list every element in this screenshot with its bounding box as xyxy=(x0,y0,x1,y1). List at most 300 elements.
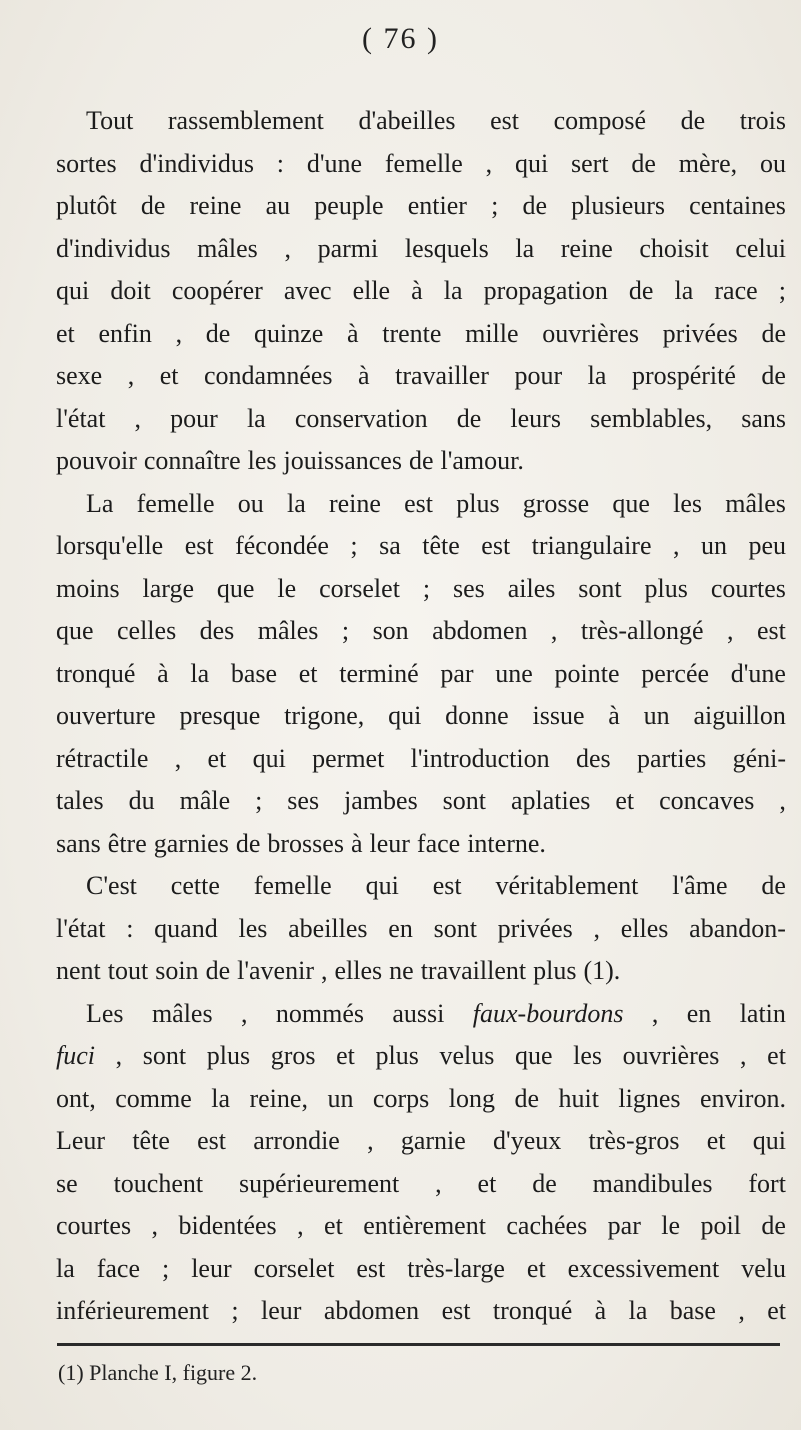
word: mère, xyxy=(678,148,738,178)
word: est xyxy=(356,1253,386,1283)
text-line xyxy=(56,653,786,696)
text-line xyxy=(56,228,786,271)
word: leur xyxy=(261,1296,302,1325)
word: la xyxy=(628,1296,648,1325)
word: parmi xyxy=(317,233,379,263)
word: de xyxy=(140,191,166,220)
word: , xyxy=(550,616,558,645)
word: tales xyxy=(56,786,104,815)
text-line xyxy=(56,143,786,186)
word: condamnées xyxy=(204,361,333,390)
word: presque xyxy=(179,701,261,730)
word: en xyxy=(686,998,712,1028)
word: d'individus xyxy=(139,148,254,178)
word: entièrement xyxy=(363,1211,486,1240)
word: la xyxy=(190,658,210,688)
word: véritablement xyxy=(495,871,639,900)
text-line xyxy=(56,823,786,866)
text-line xyxy=(56,610,786,653)
word: d'yeux xyxy=(493,1126,562,1155)
word: l'état xyxy=(56,913,106,943)
word: fuci xyxy=(56,1041,95,1070)
word: issue xyxy=(532,701,585,730)
word: ; xyxy=(341,616,350,645)
word: en xyxy=(388,913,413,943)
word: et xyxy=(767,1296,786,1325)
word: plus xyxy=(206,1041,251,1070)
word: cette xyxy=(170,871,220,900)
word: et xyxy=(336,1041,355,1070)
word: semblables, xyxy=(590,403,713,433)
word: qui xyxy=(388,701,422,730)
word: femelle xyxy=(384,148,463,178)
word: courtes xyxy=(710,573,786,603)
word: quinze xyxy=(253,318,324,348)
word: ; xyxy=(255,786,263,815)
word: tronqué xyxy=(492,1296,573,1325)
word: pointe xyxy=(554,658,620,688)
word: , xyxy=(779,786,786,815)
word: avec xyxy=(283,276,332,305)
word: pour xyxy=(514,361,563,390)
word: environ. xyxy=(700,1083,786,1113)
word: centaines xyxy=(689,191,786,220)
word: de xyxy=(761,871,786,900)
word: , xyxy=(134,403,142,433)
word: est xyxy=(441,1296,471,1325)
word: elles xyxy=(620,913,669,943)
word: bidentées xyxy=(178,1211,277,1240)
word: conservation xyxy=(294,403,428,433)
word: large xyxy=(142,573,194,603)
word: ; xyxy=(491,191,499,220)
word: à xyxy=(350,828,363,858)
word: huit xyxy=(558,1083,599,1113)
text-line xyxy=(56,695,786,738)
word: , xyxy=(240,998,248,1028)
text-line xyxy=(56,483,786,526)
word: , xyxy=(435,1168,442,1198)
word: , xyxy=(174,743,182,773)
word: qui xyxy=(252,743,286,773)
word: de xyxy=(761,1211,786,1240)
footnote-separator-rule xyxy=(57,1343,780,1346)
word: sans xyxy=(741,403,786,433)
word: son xyxy=(372,616,409,645)
word: interne. xyxy=(467,828,546,858)
word: elles xyxy=(334,956,383,985)
word: percée xyxy=(641,658,710,688)
text-line xyxy=(56,398,786,441)
word: et xyxy=(159,361,179,390)
word: un xyxy=(700,531,727,560)
word: , xyxy=(284,233,291,263)
footnote: (1) Planche I, figure 2. xyxy=(58,1360,258,1385)
word: de xyxy=(514,1083,539,1113)
word: et xyxy=(298,658,318,688)
word: moins xyxy=(56,573,120,603)
word: des xyxy=(575,743,611,773)
text-line xyxy=(56,355,786,398)
word: est xyxy=(404,488,434,518)
word: , xyxy=(151,1211,159,1240)
word: est xyxy=(432,871,462,900)
word: l'état xyxy=(56,403,106,433)
body-text xyxy=(56,100,786,1333)
word: trois xyxy=(739,106,786,135)
word: par xyxy=(607,1211,641,1240)
word: abdomen xyxy=(323,1296,420,1325)
word: garnies xyxy=(153,828,229,858)
word: au xyxy=(265,191,291,220)
word: aiguillon xyxy=(693,701,786,730)
word: plus xyxy=(456,488,500,518)
word: privées xyxy=(662,318,738,348)
word: de xyxy=(532,1168,557,1198)
word: sont xyxy=(142,1041,187,1070)
word: ouvrières xyxy=(622,1041,720,1070)
text-line xyxy=(56,780,786,823)
word: de xyxy=(522,191,547,220)
word: de xyxy=(205,318,231,348)
word: l'avenir xyxy=(237,956,314,985)
word: (1). xyxy=(583,956,621,985)
word: un xyxy=(643,701,670,730)
word: à xyxy=(346,318,359,348)
word: sont xyxy=(433,913,477,943)
word: ses xyxy=(287,786,320,815)
word: , xyxy=(115,1041,123,1070)
text-line xyxy=(56,1120,786,1163)
word: , xyxy=(740,1041,747,1070)
word: , xyxy=(485,148,493,178)
word: être xyxy=(107,828,147,858)
text-line xyxy=(56,950,786,993)
word: , xyxy=(593,913,601,943)
word: garnie xyxy=(400,1126,466,1155)
text-line xyxy=(56,525,786,568)
word: face xyxy=(416,828,461,858)
text-line xyxy=(56,270,786,313)
word: est xyxy=(481,531,511,560)
word: et xyxy=(56,318,75,348)
word: la xyxy=(515,233,535,263)
word: ne xyxy=(389,956,414,985)
word: mâles xyxy=(257,616,319,645)
word: latin xyxy=(739,998,786,1028)
word: jambes xyxy=(344,786,418,815)
word: à xyxy=(411,276,423,305)
word: plus xyxy=(533,956,577,985)
text-line xyxy=(56,100,786,143)
word: plus xyxy=(644,573,688,603)
word: une xyxy=(495,658,533,688)
word: qui xyxy=(514,148,549,178)
word: , xyxy=(651,998,659,1028)
word: trente xyxy=(382,318,442,348)
word: race xyxy=(714,276,758,305)
word: privées xyxy=(497,913,573,943)
word: aplaties xyxy=(510,786,591,815)
word: arrondie xyxy=(253,1126,340,1155)
word: lorsqu'elle xyxy=(56,531,164,560)
word: mâles xyxy=(151,998,213,1028)
word: les xyxy=(247,446,277,475)
word: de xyxy=(205,956,231,985)
word: entier xyxy=(407,191,467,220)
word: est xyxy=(757,616,786,645)
word: travailler xyxy=(395,361,489,390)
word: tronqué xyxy=(56,658,136,688)
text-line xyxy=(56,1205,786,1248)
text-line xyxy=(56,865,786,908)
word: sont xyxy=(442,786,487,815)
word: de xyxy=(408,446,434,475)
word: mâles xyxy=(725,488,786,518)
word: du xyxy=(128,786,155,815)
word: de xyxy=(631,148,656,178)
word: abeilles xyxy=(288,913,368,943)
word: base xyxy=(230,658,278,688)
word: C'est xyxy=(86,871,137,900)
word: l'âme xyxy=(672,871,728,900)
word: est xyxy=(490,106,520,135)
word: et xyxy=(767,1041,786,1070)
word: peu xyxy=(748,531,786,560)
word: qui xyxy=(56,276,90,305)
word: plusieurs xyxy=(571,191,666,220)
word: propagation xyxy=(483,276,608,305)
word: mandibules xyxy=(592,1168,713,1198)
word: d'abeilles xyxy=(358,106,456,135)
page-number: ( 76 ) xyxy=(362,22,439,55)
word: corps xyxy=(372,1083,430,1113)
word: doit xyxy=(110,276,151,305)
word: aussi xyxy=(392,998,445,1028)
word: la xyxy=(56,1253,75,1283)
word: et xyxy=(615,786,635,815)
word: long xyxy=(448,1083,495,1113)
word: leur xyxy=(191,1253,232,1283)
word: très-gros xyxy=(588,1126,680,1155)
word: et xyxy=(526,1253,546,1283)
word: celui xyxy=(735,233,786,263)
text-line xyxy=(56,568,786,611)
word: par xyxy=(440,658,474,688)
word: que xyxy=(216,573,255,603)
word: brosses xyxy=(267,828,344,858)
word: la xyxy=(674,276,694,305)
word: de xyxy=(235,828,261,858)
word: plus xyxy=(375,1041,419,1070)
word: Leur xyxy=(56,1126,106,1155)
word: prospérité xyxy=(631,361,736,390)
text-line xyxy=(56,1290,786,1333)
word: abdomen xyxy=(432,616,528,645)
word: base xyxy=(669,1296,716,1325)
word: enfin xyxy=(98,318,152,348)
word: peuple xyxy=(314,191,384,220)
word: leurs xyxy=(510,403,561,433)
word: sert xyxy=(571,148,609,178)
word: comme xyxy=(115,1083,192,1113)
word: : xyxy=(126,913,134,943)
word: un xyxy=(327,1083,354,1113)
word: de xyxy=(680,106,706,135)
word: nent xyxy=(56,956,101,985)
word: sans xyxy=(56,828,101,858)
word: très-allongé xyxy=(580,616,704,645)
text-line xyxy=(56,440,786,483)
word: corselet xyxy=(319,573,400,603)
word: , xyxy=(297,1211,304,1240)
word: grosse xyxy=(522,488,590,518)
word: à xyxy=(157,658,169,688)
word: ouvrières xyxy=(542,318,639,348)
word: elle xyxy=(352,276,391,305)
word: ; xyxy=(350,531,358,560)
word: jouissances xyxy=(283,446,402,475)
word: géni- xyxy=(732,743,786,773)
word: ont, xyxy=(56,1083,96,1113)
word: sexe xyxy=(56,361,103,390)
word: ; xyxy=(161,1253,170,1283)
word: mâles xyxy=(197,233,258,263)
word: sont xyxy=(578,573,622,603)
word: parties xyxy=(636,743,707,773)
word: d'une xyxy=(306,148,363,178)
word: que xyxy=(56,616,94,645)
word: qui xyxy=(752,1126,786,1155)
word: que xyxy=(612,488,650,518)
word: , xyxy=(727,616,734,645)
word: ouverture xyxy=(56,701,156,730)
word: ses xyxy=(453,573,485,603)
word: reine xyxy=(560,233,613,263)
word: fécondée xyxy=(235,531,329,560)
word: : xyxy=(276,148,285,178)
word: l'amour. xyxy=(440,446,524,475)
word: à xyxy=(358,361,370,390)
word: lignes xyxy=(618,1083,681,1113)
text-line xyxy=(56,185,786,228)
word: reine xyxy=(189,191,242,220)
word: plutôt xyxy=(56,191,117,220)
text-line xyxy=(56,1035,786,1078)
text-line xyxy=(56,1163,786,1206)
word: connaître xyxy=(143,446,241,475)
word: donne xyxy=(445,701,509,730)
word: , xyxy=(672,531,680,560)
word: , xyxy=(127,361,135,390)
word: d'une xyxy=(730,658,786,688)
word: et xyxy=(207,743,227,773)
word: tête xyxy=(132,1126,170,1155)
word: gros xyxy=(270,1041,316,1070)
word: les xyxy=(573,1041,603,1070)
word: cachées xyxy=(506,1211,588,1240)
word: pouvoir xyxy=(56,446,137,475)
word: les xyxy=(673,488,703,518)
word: l'introduction xyxy=(410,743,550,773)
word: terminé xyxy=(339,658,419,688)
word: de xyxy=(628,276,654,305)
word: le xyxy=(661,1211,681,1240)
word: la xyxy=(443,276,463,305)
word: est xyxy=(184,531,214,560)
word: celles xyxy=(117,616,177,645)
text-line xyxy=(56,993,786,1036)
word: et xyxy=(477,1168,497,1198)
word: nommés xyxy=(275,998,364,1028)
word: est xyxy=(197,1126,226,1155)
word: d'individus xyxy=(56,233,171,263)
word: ou xyxy=(760,148,786,178)
word: le xyxy=(277,573,297,603)
word: leur xyxy=(369,828,410,858)
word: , xyxy=(320,956,328,985)
word: à xyxy=(608,701,620,730)
word: , xyxy=(738,1296,745,1325)
word: quand xyxy=(154,913,218,943)
word: très-large xyxy=(407,1253,505,1283)
word: faux-bourdons xyxy=(472,998,624,1028)
text-line xyxy=(56,1078,786,1121)
word: la xyxy=(211,1083,230,1113)
word: touchent xyxy=(113,1168,204,1198)
word: reine xyxy=(328,488,381,518)
word: triangulaire xyxy=(531,531,652,560)
word: rassemblement xyxy=(167,106,324,135)
word: tout xyxy=(107,956,149,985)
word: mâle xyxy=(179,786,231,815)
word: ; xyxy=(422,573,431,603)
word: ailes xyxy=(507,573,556,603)
word: sortes xyxy=(56,148,117,178)
word: corselet xyxy=(253,1253,335,1283)
word: pour xyxy=(170,403,218,433)
text-line xyxy=(56,738,786,781)
word: de xyxy=(761,361,786,390)
word: Tout xyxy=(86,106,134,135)
word: et xyxy=(324,1211,343,1240)
word: inférieurement xyxy=(56,1296,210,1325)
word: permet xyxy=(312,743,385,773)
word: coopérer xyxy=(171,276,263,305)
word: excessivement xyxy=(567,1253,720,1283)
word: ; xyxy=(778,276,786,305)
word: des xyxy=(199,616,235,645)
word: les xyxy=(238,913,268,943)
word: femelle xyxy=(253,871,332,900)
word: velu xyxy=(741,1253,786,1283)
word: mille xyxy=(465,318,519,348)
word: abandon- xyxy=(689,913,786,943)
word: supérieurement xyxy=(238,1168,400,1198)
word: choisit xyxy=(639,233,709,263)
word: de xyxy=(761,318,786,348)
word: ou xyxy=(237,488,264,518)
word: travaillent xyxy=(420,956,527,985)
word: sa xyxy=(379,531,401,560)
word: tête xyxy=(422,531,460,560)
word: femelle xyxy=(136,488,215,518)
word: à xyxy=(594,1296,607,1325)
word: lesquels xyxy=(404,233,489,263)
word: Les xyxy=(86,998,124,1028)
word: se xyxy=(56,1168,78,1198)
text-line xyxy=(56,908,786,951)
